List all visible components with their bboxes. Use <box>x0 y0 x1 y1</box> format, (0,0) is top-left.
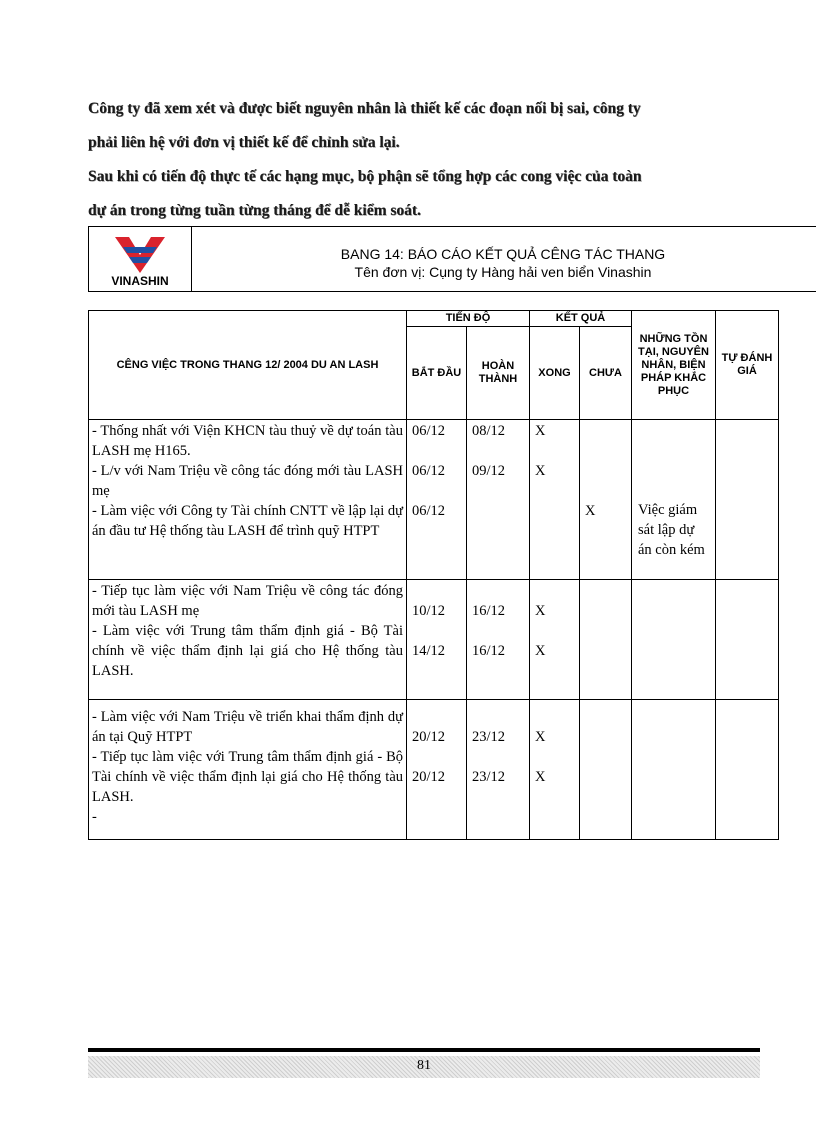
task-item: - Làm việc với Trung tâm thẩm định giá - Bộ Tài chính về việc thẩm định lại giá cho Hệ thống tàu LASH. <box>92 623 403 679</box>
table-row <box>89 580 779 700</box>
page-number: 81 <box>417 1058 431 1073</box>
header-not-done: CHƯA <box>580 327 632 420</box>
task-item: - Thống nhất với Viện KHCN tàu thuỷ về dự toán tàu LASH mẹ H165. <box>92 423 403 459</box>
intro-line: Sau khi có tiến độ thực tế các hạng mục, bộ phận sẽ tổng hợp các cong việc của toàn <box>88 168 642 185</box>
report-table <box>88 310 779 840</box>
finish-date: 23/12 <box>472 769 506 785</box>
header-progress: TIẾN ĐỘ <box>407 311 530 327</box>
task-item: - L/v với Nam Triệu về công tác đóng mới tàu LASH mẹ <box>92 463 403 499</box>
start-date: 06/12 <box>412 503 446 519</box>
done-mark: X <box>535 603 546 619</box>
table-row <box>89 420 779 580</box>
intro-paragraph <box>88 92 768 228</box>
report-subtitle: Tên đơn vị: Cụng ty Hàng hải ven biển Vinashin <box>354 264 652 280</box>
self-assessment-cell <box>716 580 779 700</box>
finish-date: 16/12 <box>472 603 506 619</box>
self-assessment-cell <box>716 420 779 580</box>
start-date: 10/12 <box>412 603 446 619</box>
finish-date: 23/12 <box>472 729 506 745</box>
header-start: BẮT ĐẦU <box>407 327 467 420</box>
header-self-assessment: TỰ ĐÁNH GIÁ <box>716 311 779 420</box>
not-done-cell <box>580 700 632 840</box>
done-mark: X <box>535 423 546 439</box>
start-date: 06/12 <box>412 463 446 479</box>
done-mark: X <box>535 643 546 659</box>
header-issues: NHỮNG TỒN TẠI, NGUYÊN NHÂN, BIỆN PHÁP KHẮC PHỤC <box>632 311 716 420</box>
done-mark: X <box>535 463 546 479</box>
report-header <box>88 226 816 292</box>
not-done-mark: X <box>585 503 596 519</box>
header-done: XONG <box>530 327 580 420</box>
task-item: - Làm việc với Nam Triệu về triển khai thẩm định dự án tại Quỹ HTPT <box>92 709 403 745</box>
done-mark: X <box>535 729 546 745</box>
start-date: 14/12 <box>412 643 446 659</box>
start-cell <box>407 580 467 700</box>
finish-date: 09/12 <box>472 463 506 479</box>
finish-date: 16/12 <box>472 643 506 659</box>
task-item: - <box>92 809 97 825</box>
not-done-cell <box>580 420 632 580</box>
start-date: 20/12 <box>412 769 446 785</box>
task-item: - Tiếp tục làm việc với Trung tâm thẩm định giá - Bộ Tài chính về việc thẩm định lại giá cho Hệ thống tàu LASH. <box>92 749 403 805</box>
vinashin-logo <box>88 227 192 291</box>
finish-cell <box>467 700 530 840</box>
start-date: 20/12 <box>412 729 446 745</box>
start-cell <box>407 420 467 580</box>
done-cell <box>530 420 580 580</box>
report-title: BANG 14: BÁO CÁO KẾT QUẢ CÊNG TÁC THANG <box>340 246 666 262</box>
finish-cell <box>467 580 530 700</box>
report-title-block <box>190 245 816 281</box>
task-item: - Tiếp tục làm việc với Nam Triệu về công tác đóng mới tàu LASH mẹ <box>92 583 403 619</box>
start-date: 06/12 <box>412 423 446 439</box>
header-task: CÊNG VIỆC TRONG THANG 12/ 2004 DU AN LASH <box>89 311 407 420</box>
page-footer <box>88 1048 760 1080</box>
logo-text: VINASHIN <box>111 274 169 288</box>
finish-date: 08/12 <box>472 423 506 439</box>
intro-line: dự án trong từng tuần từng tháng để dễ kiểm soát. <box>88 202 421 219</box>
table-row <box>89 700 779 840</box>
task-cell <box>89 420 407 580</box>
intro-line: Công ty đã xem xét và được biết nguyên nhân là thiết kế các đoạn nối bị sai, công ty <box>88 100 641 117</box>
not-done-cell <box>580 580 632 700</box>
task-cell <box>89 700 407 840</box>
finish-cell <box>467 420 530 580</box>
header-result: KẾT QUẢ <box>530 311 632 327</box>
issues-cell <box>632 580 716 700</box>
self-assessment-cell <box>716 700 779 840</box>
header-finish: HOÀN THÀNH <box>467 327 530 420</box>
done-mark: X <box>535 769 546 785</box>
task-item: - Làm việc với Công ty Tài chính CNTT về lập lại dự án đầu tư Hệ thống tàu LASH để trình quỹ HTPT <box>92 503 403 539</box>
issues-cell: Việc giám sát lập dự án còn kém <box>632 420 716 580</box>
start-cell <box>407 700 467 840</box>
task-cell <box>89 580 407 700</box>
done-cell <box>530 580 580 700</box>
vinashin-logo-icon <box>113 233 167 273</box>
intro-line: phải liên hệ với đơn vị thiết kế để chỉnh sửa lại. <box>88 134 400 151</box>
done-cell <box>530 700 580 840</box>
issues-cell <box>632 700 716 840</box>
